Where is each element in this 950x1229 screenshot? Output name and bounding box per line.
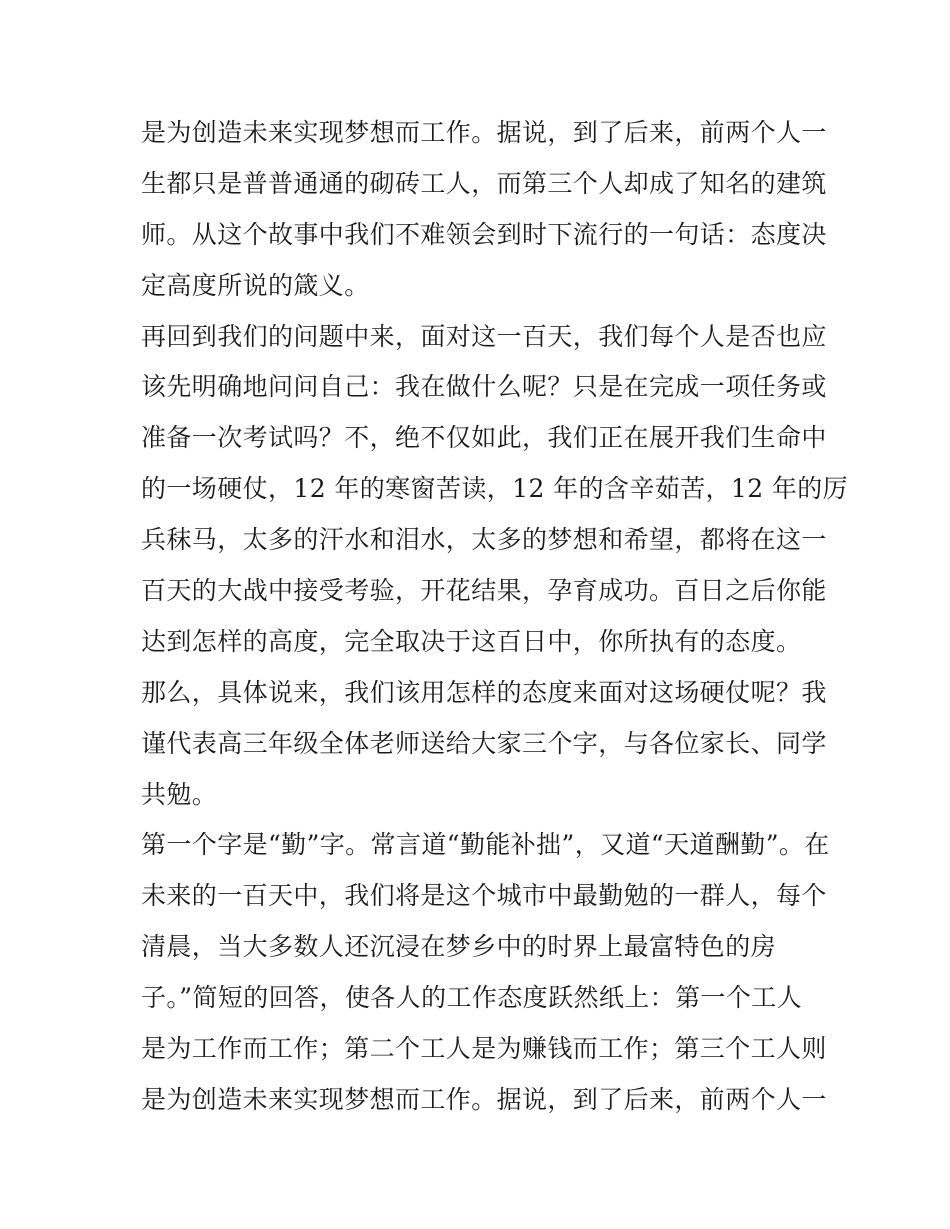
text-line: 那么，具体说来，我们该用怎样的态度来面对这场硬仗呢？我 xyxy=(141,677,827,707)
text-line: 该先明确地问问自己：我在做什么呢？只是在完成一项任务或 xyxy=(141,372,827,402)
body-text xyxy=(141,108,849,1126)
text-line: 师。从这个故事中我们不难领会到时下流行的一句话：态度决 xyxy=(141,219,827,249)
text-line: 第一个字是“勤”字。常言道“勤能补拙”，又道“天道酬勤”。在 xyxy=(141,830,830,860)
text-line: 未来的一百天中，我们将是这个城市中最勤勉的一群人，每个 xyxy=(141,881,827,911)
text-line: 准备一次考试吗？不，绝不仅如此，我们正在展开我们生命中 xyxy=(141,423,827,453)
text-line: 是为工作而工作；第二个工人是为赚钱而工作；第三个工人则 xyxy=(141,1034,827,1064)
text-line: 谨代表高三年级全体老师送给大家三个字，与各位家长、同学 xyxy=(141,728,827,758)
text-line: 子。”简短的回答，使各人的工作态度跃然纸上：第一个工人 xyxy=(141,983,803,1013)
text-line: 的一场硬仗，12 年的寒窗苦读，12 年的含辛茹苦，12 年的厉 xyxy=(141,474,849,504)
text-line: 是为创造未来实现梦想而工作。据说，到了后来，前两个人一 xyxy=(141,118,827,147)
text-line: 共勉。 xyxy=(141,779,218,809)
text-line: 再回到我们的问题中来，面对这一百天，我们每个人是否也应 xyxy=(141,321,827,351)
text-line: 兵秣马，太多的汗水和泪水，太多的梦想和希望，都将在这一 xyxy=(141,525,827,555)
text-line: 是为创造未来实现梦想而工作。据说，到了后来，前两个人一 xyxy=(141,1084,827,1114)
text-line: 清晨，当大多数人还沉浸在梦乡中的时界上最富特色的房 xyxy=(141,932,777,962)
text-line: 定高度所说的箴义。 xyxy=(141,270,370,300)
text-line: 百天的大战中接受考验，开花结果，孕育成功。百日之后你能 xyxy=(141,576,827,606)
text-line: 生都只是普普通通的砌砖工人，而第三个人却成了知名的建筑 xyxy=(141,168,827,198)
text-line: 达到怎样的高度，完全取决于这百日中，你所执有的态度。 xyxy=(141,626,802,656)
